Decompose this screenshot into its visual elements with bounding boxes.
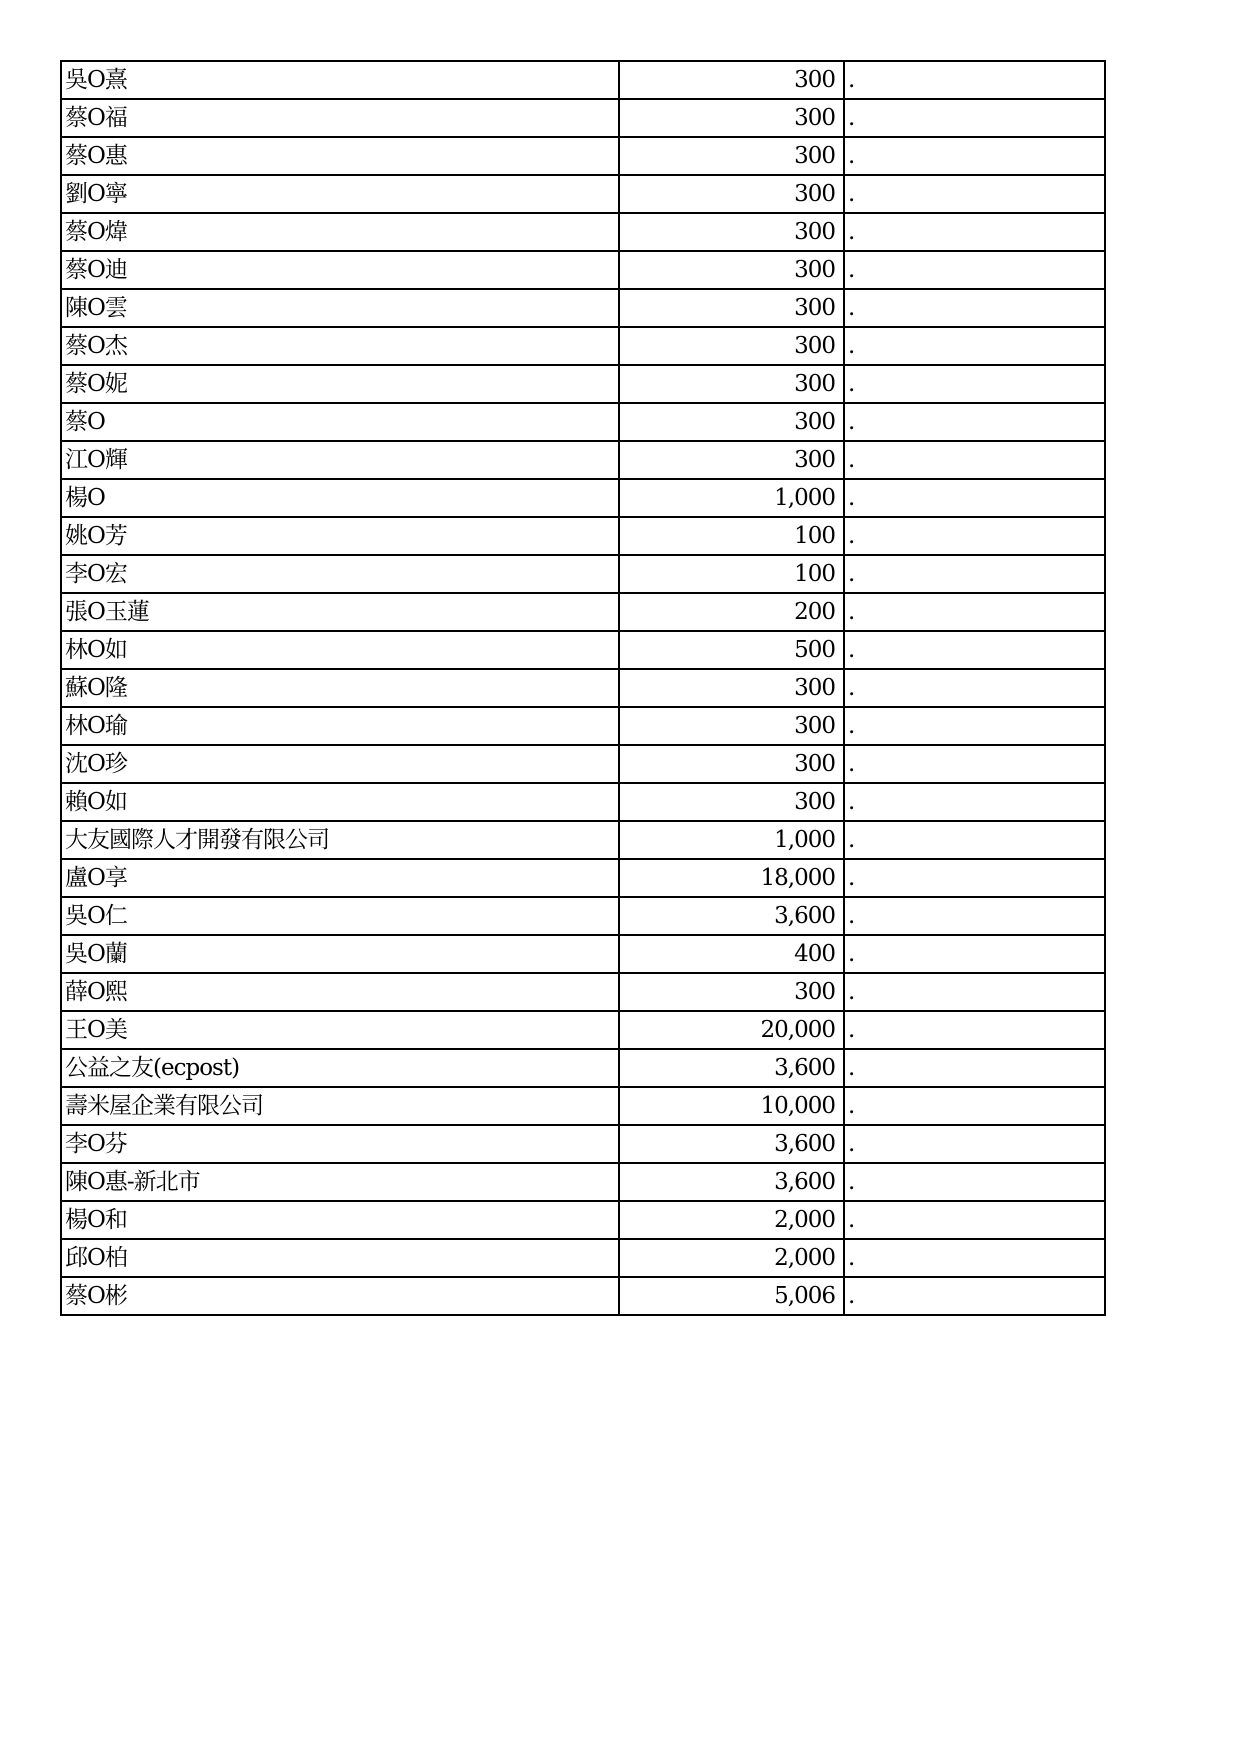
table-row [61,365,1105,403]
donor-name-cell: 蔡O煒 [61,213,619,251]
table-row [61,1163,1105,1201]
note-cell: . [844,175,1105,213]
donor-name-cell: 蔡O迪 [61,251,619,289]
donor-name-cell: 邱O柏 [61,1239,619,1277]
donation-amount-cell: 3,600 [619,1125,844,1163]
note-cell: . [844,289,1105,327]
donor-name-cell: 薛O熙 [61,973,619,1011]
donor-name-cell: 壽米屋企業有限公司 [61,1087,619,1125]
donor-name-cell: 賴O如 [61,783,619,821]
note-cell: . [844,403,1105,441]
donor-name-cell: 吳O仁 [61,897,619,935]
note-cell: . [844,1201,1105,1239]
donor-name-cell: 蘇O隆 [61,669,619,707]
donation-table [60,60,1106,1316]
table-row [61,175,1105,213]
donation-amount-cell: 500 [619,631,844,669]
donation-amount-cell: 300 [619,213,844,251]
donor-name-cell: 楊O [61,479,619,517]
note-cell: . [844,1277,1105,1315]
donor-name-cell: 蔡O妮 [61,365,619,403]
donation-amount-cell: 300 [619,61,844,99]
donation-amount-cell: 300 [619,137,844,175]
donor-name-cell: 蔡O [61,403,619,441]
note-cell: . [844,859,1105,897]
donor-name-cell: 陳O雲 [61,289,619,327]
table-row [61,517,1105,555]
donor-name-cell: 陳O惠-新北市 [61,1163,619,1201]
note-cell: . [844,1011,1105,1049]
donor-name-cell: 楊O和 [61,1201,619,1239]
table-row [61,1011,1105,1049]
table-row [61,213,1105,251]
table-row [61,251,1105,289]
donation-amount-cell: 5,006 [619,1277,844,1315]
donor-name-cell: 姚O芳 [61,517,619,555]
donation-amount-cell: 300 [619,707,844,745]
donor-name-cell: 劉O寧 [61,175,619,213]
donation-amount-cell: 3,600 [619,897,844,935]
donation-amount-cell: 300 [619,669,844,707]
note-cell: . [844,1087,1105,1125]
donation-amount-cell: 100 [619,517,844,555]
note-cell: . [844,1239,1105,1277]
donation-amount-cell: 300 [619,783,844,821]
donation-amount-cell: 20,000 [619,1011,844,1049]
donor-name-cell: 吳O熹 [61,61,619,99]
table-row [61,1125,1105,1163]
donor-name-cell: 公益之友(ecpost) [61,1049,619,1087]
donation-amount-cell: 200 [619,593,844,631]
donation-amount-cell: 300 [619,745,844,783]
table-row [61,61,1105,99]
note-cell: . [844,327,1105,365]
table-row [61,479,1105,517]
note-cell: . [844,669,1105,707]
table-row [61,1049,1105,1087]
donation-amount-cell: 300 [619,289,844,327]
donation-amount-cell: 10,000 [619,1087,844,1125]
table-row [61,821,1105,859]
donation-amount-cell: 2,000 [619,1201,844,1239]
donor-name-cell: 蔡O福 [61,99,619,137]
donation-amount-cell: 18,000 [619,859,844,897]
donor-name-cell: 江O輝 [61,441,619,479]
table-row [61,669,1105,707]
donation-amount-cell: 300 [619,99,844,137]
note-cell: . [844,99,1105,137]
table-row [61,403,1105,441]
donation-amount-cell: 2,000 [619,1239,844,1277]
donation-amount-cell: 400 [619,935,844,973]
table-row [61,783,1105,821]
table-row [61,745,1105,783]
note-cell: . [844,783,1105,821]
note-cell: . [844,745,1105,783]
table-row [61,935,1105,973]
table-row [61,707,1105,745]
donation-amount-cell: 300 [619,973,844,1011]
note-cell: . [844,593,1105,631]
note-cell: . [844,1163,1105,1201]
donor-name-cell: 大友國際人才開發有限公司 [61,821,619,859]
donor-name-cell: 吳O蘭 [61,935,619,973]
note-cell: . [844,1049,1105,1087]
donor-name-cell: 張O玉蓮 [61,593,619,631]
donor-name-cell: 蔡O杰 [61,327,619,365]
donation-amount-cell: 3,600 [619,1163,844,1201]
table-row [61,327,1105,365]
donation-amount-cell: 1,000 [619,479,844,517]
donation-table-body [61,61,1105,1315]
note-cell: . [844,555,1105,593]
note-cell: . [844,213,1105,251]
donor-name-cell: 蔡O惠 [61,137,619,175]
donation-amount-cell: 300 [619,441,844,479]
table-row [61,1087,1105,1125]
note-cell: . [844,821,1105,859]
donation-amount-cell: 300 [619,327,844,365]
note-cell: . [844,631,1105,669]
donor-name-cell: 李O芬 [61,1125,619,1163]
donor-name-cell: 林O瑜 [61,707,619,745]
donation-amount-cell: 300 [619,175,844,213]
note-cell: . [844,365,1105,403]
note-cell: . [844,1125,1105,1163]
table-row [61,289,1105,327]
donation-amount-cell: 3,600 [619,1049,844,1087]
donor-name-cell: 盧O享 [61,859,619,897]
table-row [61,1277,1105,1315]
note-cell: . [844,897,1105,935]
note-cell: . [844,935,1105,973]
donation-amount-cell: 1,000 [619,821,844,859]
table-row [61,897,1105,935]
donation-amount-cell: 300 [619,403,844,441]
donor-name-cell: 蔡O彬 [61,1277,619,1315]
note-cell: . [844,61,1105,99]
table-row [61,441,1105,479]
table-row [61,1201,1105,1239]
table-row [61,555,1105,593]
table-row [61,973,1105,1011]
note-cell: . [844,707,1105,745]
donor-name-cell: 林O如 [61,631,619,669]
note-cell: . [844,517,1105,555]
donor-name-cell: 沈O珍 [61,745,619,783]
donation-amount-cell: 300 [619,251,844,289]
table-row [61,1239,1105,1277]
note-cell: . [844,251,1105,289]
table-row [61,859,1105,897]
table-row [61,593,1105,631]
note-cell: . [844,137,1105,175]
donation-amount-cell: 300 [619,365,844,403]
note-cell: . [844,479,1105,517]
donor-name-cell: 王O美 [61,1011,619,1049]
table-row [61,137,1105,175]
table-row [61,99,1105,137]
donation-amount-cell: 100 [619,555,844,593]
donor-name-cell: 李O宏 [61,555,619,593]
table-row [61,631,1105,669]
note-cell: . [844,441,1105,479]
note-cell: . [844,973,1105,1011]
